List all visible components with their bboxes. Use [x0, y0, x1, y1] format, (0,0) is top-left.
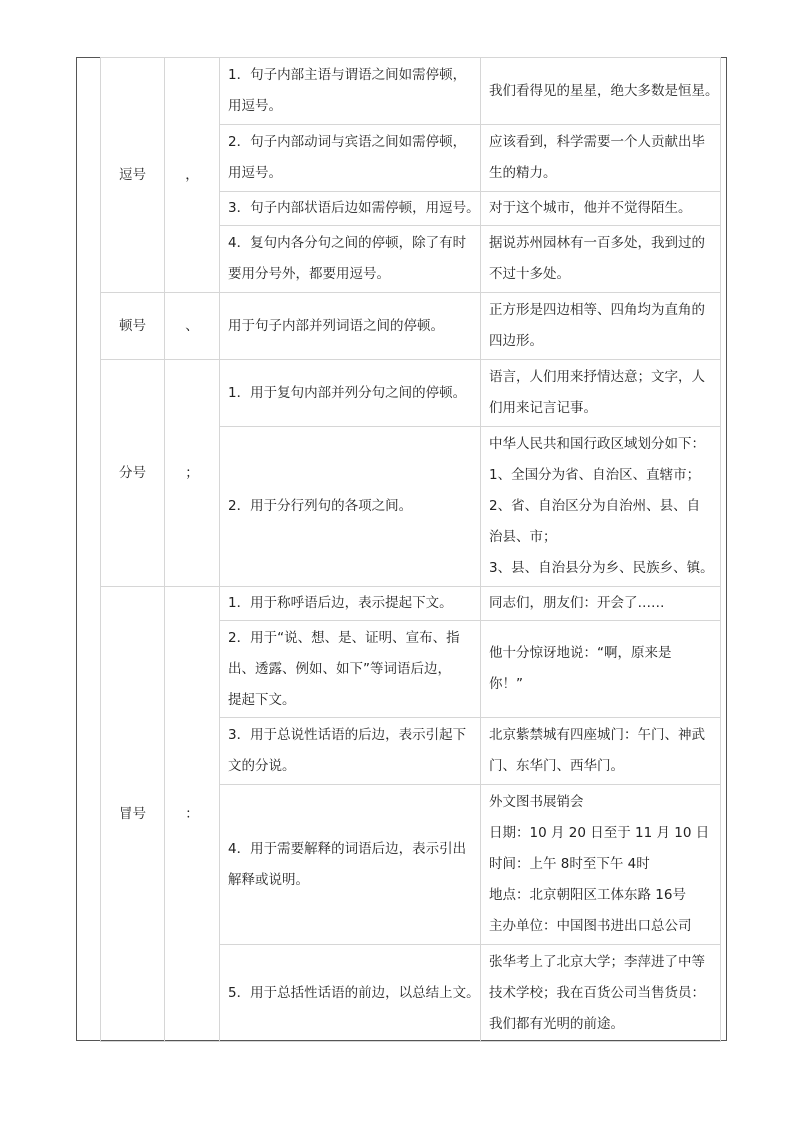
- usage-example-line: 地点：北京朝阳区工体东路 16号: [489, 887, 686, 903]
- usage-example: [481, 945, 721, 1042]
- table-body: [101, 58, 721, 1042]
- usage-rule-line: 3．用于总说性话语的后边，表示引起下: [228, 727, 467, 743]
- usage-example-line: 1、全国分为省、自治区、直辖市；: [489, 467, 701, 483]
- usage-rule: [220, 125, 481, 192]
- punctuation-symbol: ：: [165, 587, 220, 1042]
- usage-example: [481, 427, 721, 587]
- usage-example: [481, 293, 721, 360]
- usage-rule-line: 用于句子内部并列词语之间的停顿。: [228, 317, 444, 334]
- usage-rule-line: 解释或说明。: [228, 871, 309, 888]
- usage-rule-line: 4．复句内各分句之间的停顿，除了有时: [228, 235, 467, 251]
- usage-example: [481, 226, 721, 293]
- table-row: [101, 58, 721, 125]
- table-row: [101, 293, 721, 360]
- usage-rule: [220, 427, 481, 587]
- usage-example-line: 生的精力。: [489, 165, 557, 181]
- usage-example-line: 门、东华门、西华门。: [489, 758, 624, 774]
- usage-example: [481, 785, 721, 945]
- usage-example-line: 外文图书展销会: [489, 794, 584, 810]
- table-row: [101, 587, 721, 621]
- usage-example-line: 他十分惊讶地说：“啊，原来是: [489, 645, 672, 661]
- table-row: [101, 360, 721, 427]
- usage-example-line: 技术学校；我在百货公司当售货员：: [489, 984, 705, 1001]
- usage-example: [481, 192, 721, 226]
- usage-rule-line: 2．句子内部动词与宾语之间如需停顿，: [228, 134, 467, 150]
- usage-example: [481, 587, 721, 621]
- usage-rule-line: 用逗号。: [228, 165, 282, 181]
- usage-example-line: 2、省、自治区分为自治州、县、自: [489, 498, 701, 514]
- usage-rule-line: 要用分号外，都要用逗号。: [228, 266, 390, 282]
- usage-example-line: 北京紫禁城有四座城门：午门、神武: [489, 727, 705, 743]
- usage-rule-line: 4．用于需要解释的词语后边，表示引出: [228, 840, 467, 857]
- usage-rule: [220, 192, 481, 226]
- usage-rule-line: 文的分说。: [228, 758, 296, 774]
- usage-example-line: 我们都有光明的前途。: [489, 1015, 624, 1032]
- usage-rule-line: 出、透露、例如、如下”等词语后边，: [228, 660, 451, 677]
- usage-rule-line: 1．用于复句内部并列分句之间的停顿。: [228, 384, 467, 401]
- punctuation-symbol: ，: [165, 58, 220, 293]
- usage-rule-line: 用逗号。: [228, 98, 282, 114]
- usage-example-line: 治县、市；: [489, 529, 557, 545]
- usage-example-line: 语言，人们用来抒情达意；文字，人: [489, 369, 705, 385]
- usage-rule: [220, 621, 481, 718]
- usage-example-line: 不过十多处。: [489, 266, 570, 282]
- usage-rule-line: 3．句子内部状语后边如需停顿，用逗号。: [228, 200, 480, 216]
- usage-example-line: 对于这个城市，他并不觉得陌生。: [489, 200, 692, 216]
- usage-rule: [220, 587, 481, 621]
- usage-example-line: 中华人民共和国行政区域划分如下：: [489, 436, 705, 452]
- usage-example: [481, 360, 721, 427]
- usage-example-line: 据说苏州园林有一百多处，我到过的: [489, 235, 705, 251]
- usage-example: [481, 58, 721, 125]
- usage-example: [481, 125, 721, 192]
- usage-rule: [220, 718, 481, 785]
- usage-rule: [220, 785, 481, 945]
- usage-rule-line: 2．用于分行列句的各项之间。: [228, 498, 413, 514]
- punctuation-table: [100, 57, 721, 1042]
- usage-example-line: 张华考上了北京大学；李萍进了中等: [489, 953, 705, 970]
- usage-rule: [220, 58, 481, 125]
- usage-example-line: 同志们，朋友们：开会了……: [489, 595, 665, 611]
- usage-example-line: 我们看得见的星星，绝大多数是恒星。: [489, 82, 719, 99]
- usage-example-line: 应该看到，科学需要一个人贡献出毕: [489, 134, 705, 150]
- usage-example-line: 你！”: [489, 676, 523, 692]
- punctuation-symbol: 、: [165, 293, 220, 360]
- usage-rule-line: 1．句子内部主语与谓语之间如需停顿，: [228, 67, 467, 83]
- usage-example-line: 主办单位：中国图书进出口总公司: [489, 918, 692, 934]
- usage-rule: [220, 360, 481, 427]
- usage-example: [481, 621, 721, 718]
- usage-rule-line: 提起下文。: [228, 691, 296, 708]
- usage-example-line: 正方形是四边相等、四角均为直角的: [489, 302, 705, 318]
- usage-example: [481, 718, 721, 785]
- punctuation-name: 分号: [101, 360, 165, 587]
- punctuation-symbol: ；: [165, 360, 220, 587]
- usage-rule-line: 5．用于总括性话语的前边，以总结上文。: [228, 984, 480, 1001]
- usage-example-line: 四边形。: [489, 333, 543, 349]
- usage-rule: [220, 293, 481, 360]
- usage-rule-line: 1．用于称呼语后边，表示提起下文。: [228, 595, 453, 611]
- usage-rule: [220, 226, 481, 293]
- usage-rule-line: 2．用于“说、想、是、证明、宣布、指: [228, 629, 460, 646]
- punctuation-name: 逗号: [101, 58, 165, 293]
- punctuation-name: 冒号: [101, 587, 165, 1042]
- punctuation-name: 顿号: [101, 293, 165, 360]
- usage-example-line: 们用来记言记事。: [489, 400, 597, 416]
- usage-example-line: 3、县、自治县分为乡、民族乡、镇。: [489, 560, 714, 576]
- usage-example-line: 时间：上午 8时至下午 4时: [489, 856, 650, 872]
- usage-example-line: 日期：10 月 20 日至于 11 月 10 日: [489, 825, 710, 841]
- usage-rule: [220, 945, 481, 1042]
